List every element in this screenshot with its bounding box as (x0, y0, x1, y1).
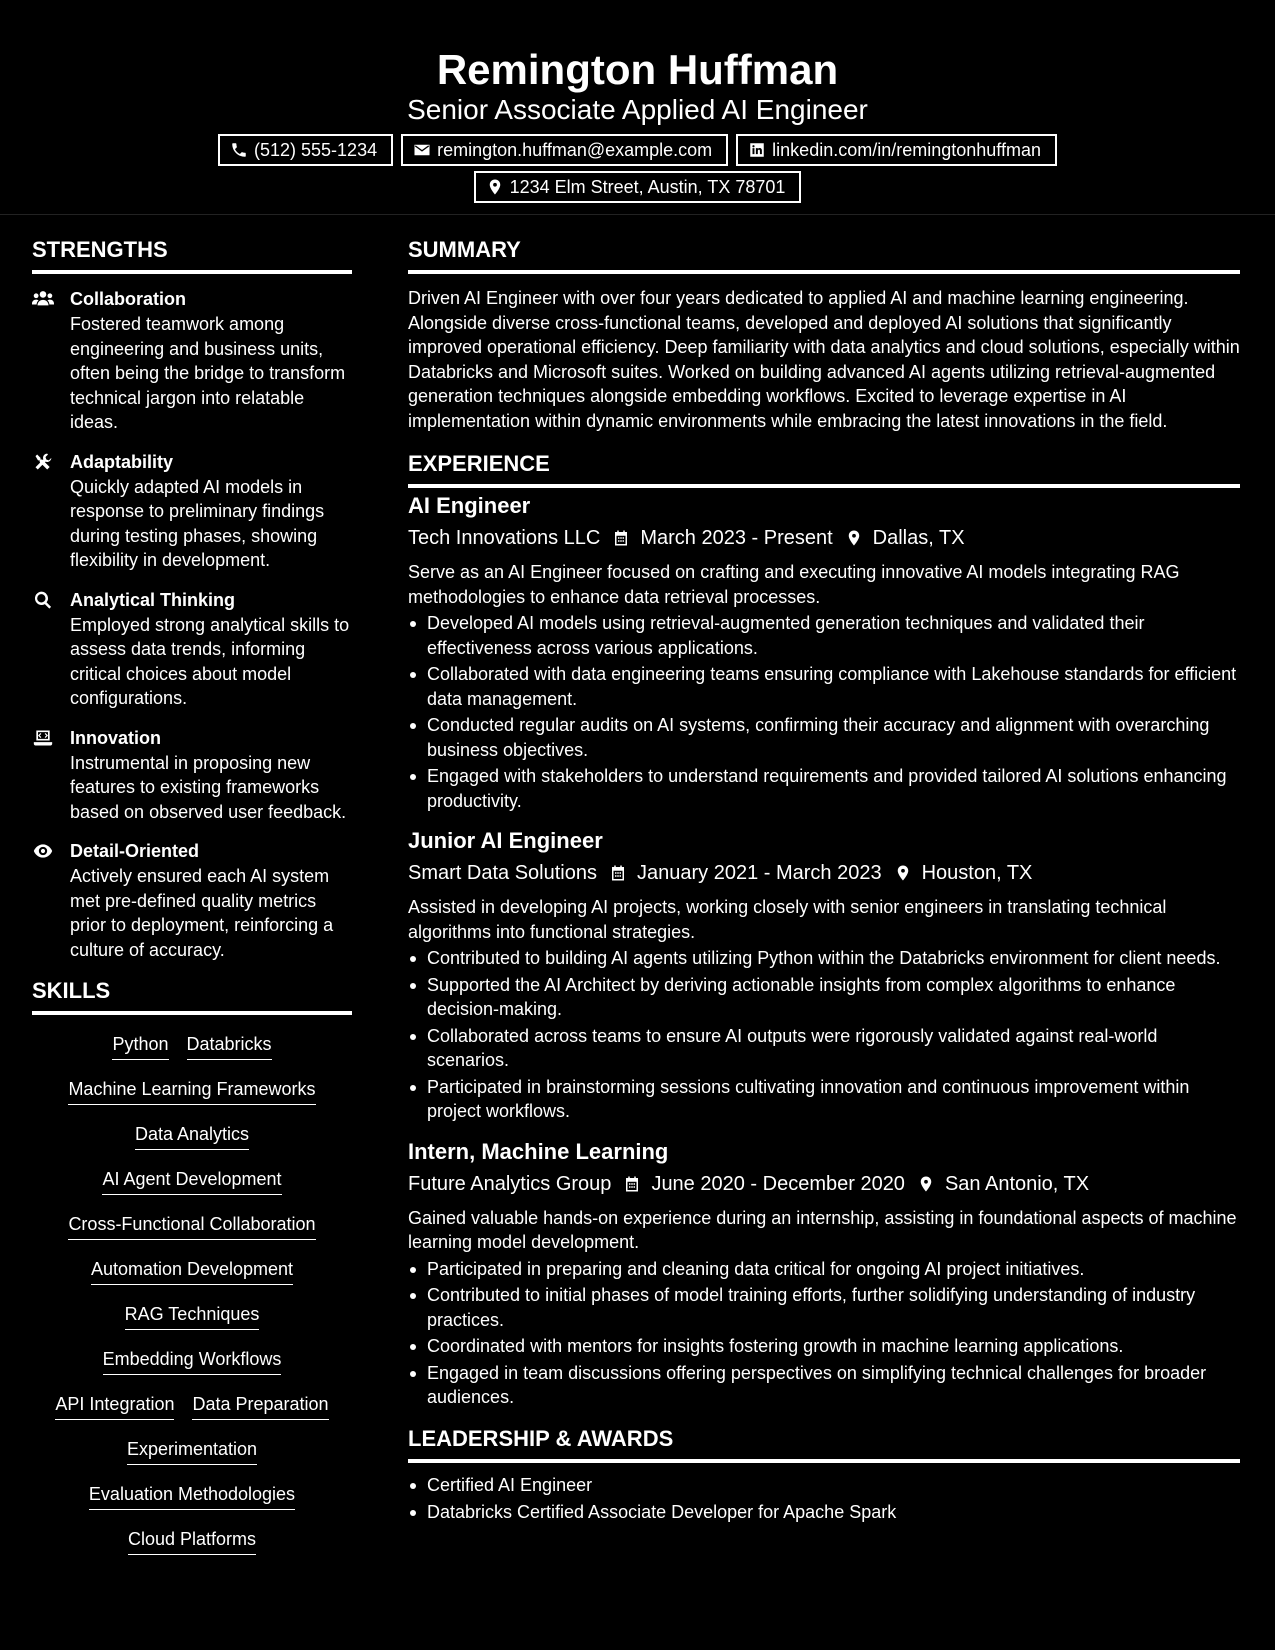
company-name: Future Analytics Group (408, 1172, 612, 1195)
map-pin-icon (917, 1174, 935, 1194)
experience-list (408, 492, 1240, 1410)
email-text: remington.huffman@example.com (437, 140, 713, 160)
company-name: Smart Data Solutions (408, 862, 597, 884)
calendar-icon (609, 863, 627, 883)
job-meta (408, 1166, 1240, 1202)
job-location: San Antonio, TX (944, 1172, 1090, 1195)
job-bullet: Supported the AI Architect by deriving actionable insights from complex algorithms to enhance decision-making. (408, 973, 1240, 1022)
job-dates: June 2020 - December 2020 (651, 1172, 905, 1195)
job-description: Serve as an AI Engineer focused on crafting and executing innovative AI models integrating RAG methodologies to enhance data retrieval processes. (408, 562, 1180, 607)
map-pin-icon (894, 863, 912, 883)
skill-row (68, 1207, 315, 1252)
job-meta (408, 855, 1240, 891)
skill-row (112, 1027, 271, 1072)
job-entry (408, 827, 1240, 1124)
strength-desc: Quickly adapted AI models in response to preliminary findings during testing phases, showing flexibility in development. (70, 476, 325, 570)
award-item: Certified AI Engineer (408, 1473, 1240, 1498)
job-bullets (408, 1257, 1240, 1410)
job-bullet: Participated in brainstorming sessions cultivating innovation and continuous improvement within project workflows. (408, 1075, 1240, 1124)
skill-tag: Evaluation Methodologies (89, 1481, 295, 1510)
map-pin-icon (486, 178, 504, 196)
job-description: Assisted in developing AI projects, working closely with senior engineers in translating technical algorithms into functional strategies. (408, 897, 1167, 942)
skill-tag: Python (112, 1031, 168, 1060)
laptop-code-icon (32, 728, 54, 748)
skill-row (55, 1387, 328, 1432)
job-bullet: Collaborated across teams to ensure AI outputs were rigorously validated against real-world scenarios. (408, 1024, 1240, 1073)
job-bullet: Participated in preparing and cleaning data critical for ongoing AI project initiatives. (408, 1257, 1240, 1282)
job-title: AI Engineer (408, 493, 531, 518)
strength-name: Detail-Oriented (70, 841, 200, 861)
skill-row (68, 1072, 315, 1117)
skill-tag: Machine Learning Frameworks (68, 1076, 315, 1105)
linkedin-text: linkedin.com/in/remingtonhuffman (772, 140, 1041, 160)
skill-row (89, 1477, 295, 1522)
address-chip[interactable] (474, 171, 802, 203)
strength-item (32, 838, 352, 962)
linkedin-chip[interactable] (736, 134, 1057, 166)
summary-heading: SUMMARY (408, 235, 1240, 274)
skill-tag: Data Preparation (192, 1391, 328, 1420)
candidate-title: Senior Associate Applied AI Engineer (407, 94, 868, 125)
company-name: Tech Innovations LLC (408, 527, 601, 549)
skill-tag: Data Analytics (135, 1121, 249, 1150)
map-pin-icon (845, 528, 863, 548)
skills-heading: SKILLS (32, 976, 352, 1015)
skills-list (32, 1027, 352, 1567)
phone-text: (512) 555-1234 (254, 140, 378, 160)
job-bullet: Coordinated with mentors for insights fostering growth in machine learning applications. (408, 1334, 1240, 1359)
job-bullet: Collaborated with data engineering teams ensuring compliance with Lakehouse standards for efficient data management. (408, 662, 1240, 711)
right-column (408, 235, 1240, 1528)
job-entry (408, 1138, 1240, 1410)
linkedin-icon (748, 141, 766, 159)
email-chip[interactable] (401, 134, 728, 166)
strength-name: Analytical Thinking (70, 589, 236, 610)
skill-row (91, 1252, 293, 1297)
phone-chip[interactable] (218, 134, 393, 166)
search-icon (32, 590, 54, 610)
strength-item (32, 449, 352, 573)
skill-tag: Experimentation (127, 1436, 257, 1465)
award-item: Databricks Certified Associate Developer for Apache Spark (408, 1500, 1240, 1525)
awards-list (408, 1473, 1240, 1525)
skill-tag: RAG Techniques (125, 1301, 260, 1330)
strength-item (32, 286, 352, 435)
strength-name: Adaptability (70, 451, 174, 472)
strength-item (32, 725, 352, 825)
skill-tag: AI Agent Development (102, 1166, 281, 1195)
job-title: Junior AI Engineer (408, 828, 603, 853)
candidate-name: Remington Huffman (436, 46, 839, 93)
job-bullets (408, 946, 1240, 1124)
strength-item (32, 587, 352, 711)
job-bullet: Engaged with stakeholders to understand requirements and provided tailored AI solutions enhancing productivity. (408, 764, 1240, 813)
strength-name: Collaboration (70, 289, 186, 309)
skill-tag: Automation Development (91, 1256, 293, 1285)
skill-tag: API Integration (55, 1391, 174, 1420)
job-location: Houston, TX (921, 862, 1033, 884)
address-text: 1234 Elm Street, Austin, TX 78701 (509, 177, 786, 197)
eye-icon (32, 841, 54, 861)
address-row (0, 171, 1275, 203)
job-title: Intern, Machine Learning (408, 1138, 669, 1164)
job-bullet: Contributed to initial phases of model training efforts, further solidifying understanding of industry practices. (408, 1283, 1240, 1332)
job-bullet: Engaged in team discussions offering perspectives on simplifying technical challenges for broader audiences. (408, 1361, 1240, 1410)
job-dates: January 2021 - March 2023 (636, 862, 882, 884)
resume-header (0, 0, 1275, 215)
skill-row (135, 1117, 249, 1162)
job-entry (408, 492, 1240, 813)
users-icon (32, 289, 54, 309)
contact-row (0, 134, 1275, 166)
job-description: Gained valuable hands-on experience during an internship, assisting in foundational aspects of machine learning model development. (408, 1207, 1237, 1252)
envelope-icon (413, 141, 431, 159)
awards-heading: LEADERSHIP & AWARDS (408, 1424, 1240, 1463)
skill-row (125, 1297, 260, 1342)
strength-desc: Actively ensured each AI system met pre-defined quality metrics prior to deployment, reinforcing a culture of accuracy. (70, 866, 334, 960)
skill-tag: Databricks (187, 1031, 272, 1060)
calendar-icon (612, 528, 630, 548)
left-column (32, 235, 352, 1567)
skill-row (103, 1342, 282, 1387)
phone-icon (230, 141, 248, 159)
strength-name: Innovation (70, 727, 161, 748)
skill-tag: Embedding Workflows (103, 1346, 282, 1375)
summary-text: Driven AI Engineer with over four years dedicated to applied AI and machine learning engineering. Alongside diverse cross-functional teams, developed and deployed AI solutions that significantly improved operational efficiency. Deep familiarity with data analytics and cloud solutions, especially within Databricks and Microsoft suites. Worked on building advanced AI agents utilizing retrieval-augmented generation techniques alongside embedding workflows. Excited to leverage expertise in AI implementation within dynamic environments while embracing the latest innovations in the field. (408, 288, 1240, 431)
strength-desc: Fostered teamwork among engineering and business units, often being the bridge to transform technical jargon into relatable ideas. (70, 314, 346, 432)
job-bullet: Conducted regular audits on AI systems, confirming their accuracy and alignment with overarching business objectives. (408, 713, 1240, 762)
skill-row (102, 1162, 281, 1207)
job-dates: March 2023 - Present (640, 527, 833, 549)
skill-tag: Cross-Functional Collaboration (68, 1211, 315, 1240)
job-bullet: Contributed to building AI agents utilizing Python within the Databricks environment for client needs. (408, 946, 1240, 971)
skill-row (128, 1522, 256, 1567)
job-location: Dallas, TX (872, 527, 965, 549)
skill-tag: Cloud Platforms (128, 1526, 256, 1555)
skill-row (127, 1432, 257, 1477)
strengths-heading: STRENGTHS (32, 235, 352, 274)
tools-icon (32, 452, 54, 472)
job-bullet: Developed AI models using retrieval-augmented generation techniques and validated their effectiveness across various applications. (408, 611, 1240, 660)
job-bullets (408, 611, 1240, 813)
calendar-icon (623, 1174, 641, 1194)
strength-desc: Instrumental in proposing new features to existing frameworks based on observed user feedback. (70, 752, 347, 822)
strength-desc: Employed strong analytical skills to assess data trends, informing critical choices about model configurations. (70, 614, 350, 708)
job-meta (408, 520, 1240, 556)
experience-heading: EXPERIENCE (408, 449, 1240, 488)
